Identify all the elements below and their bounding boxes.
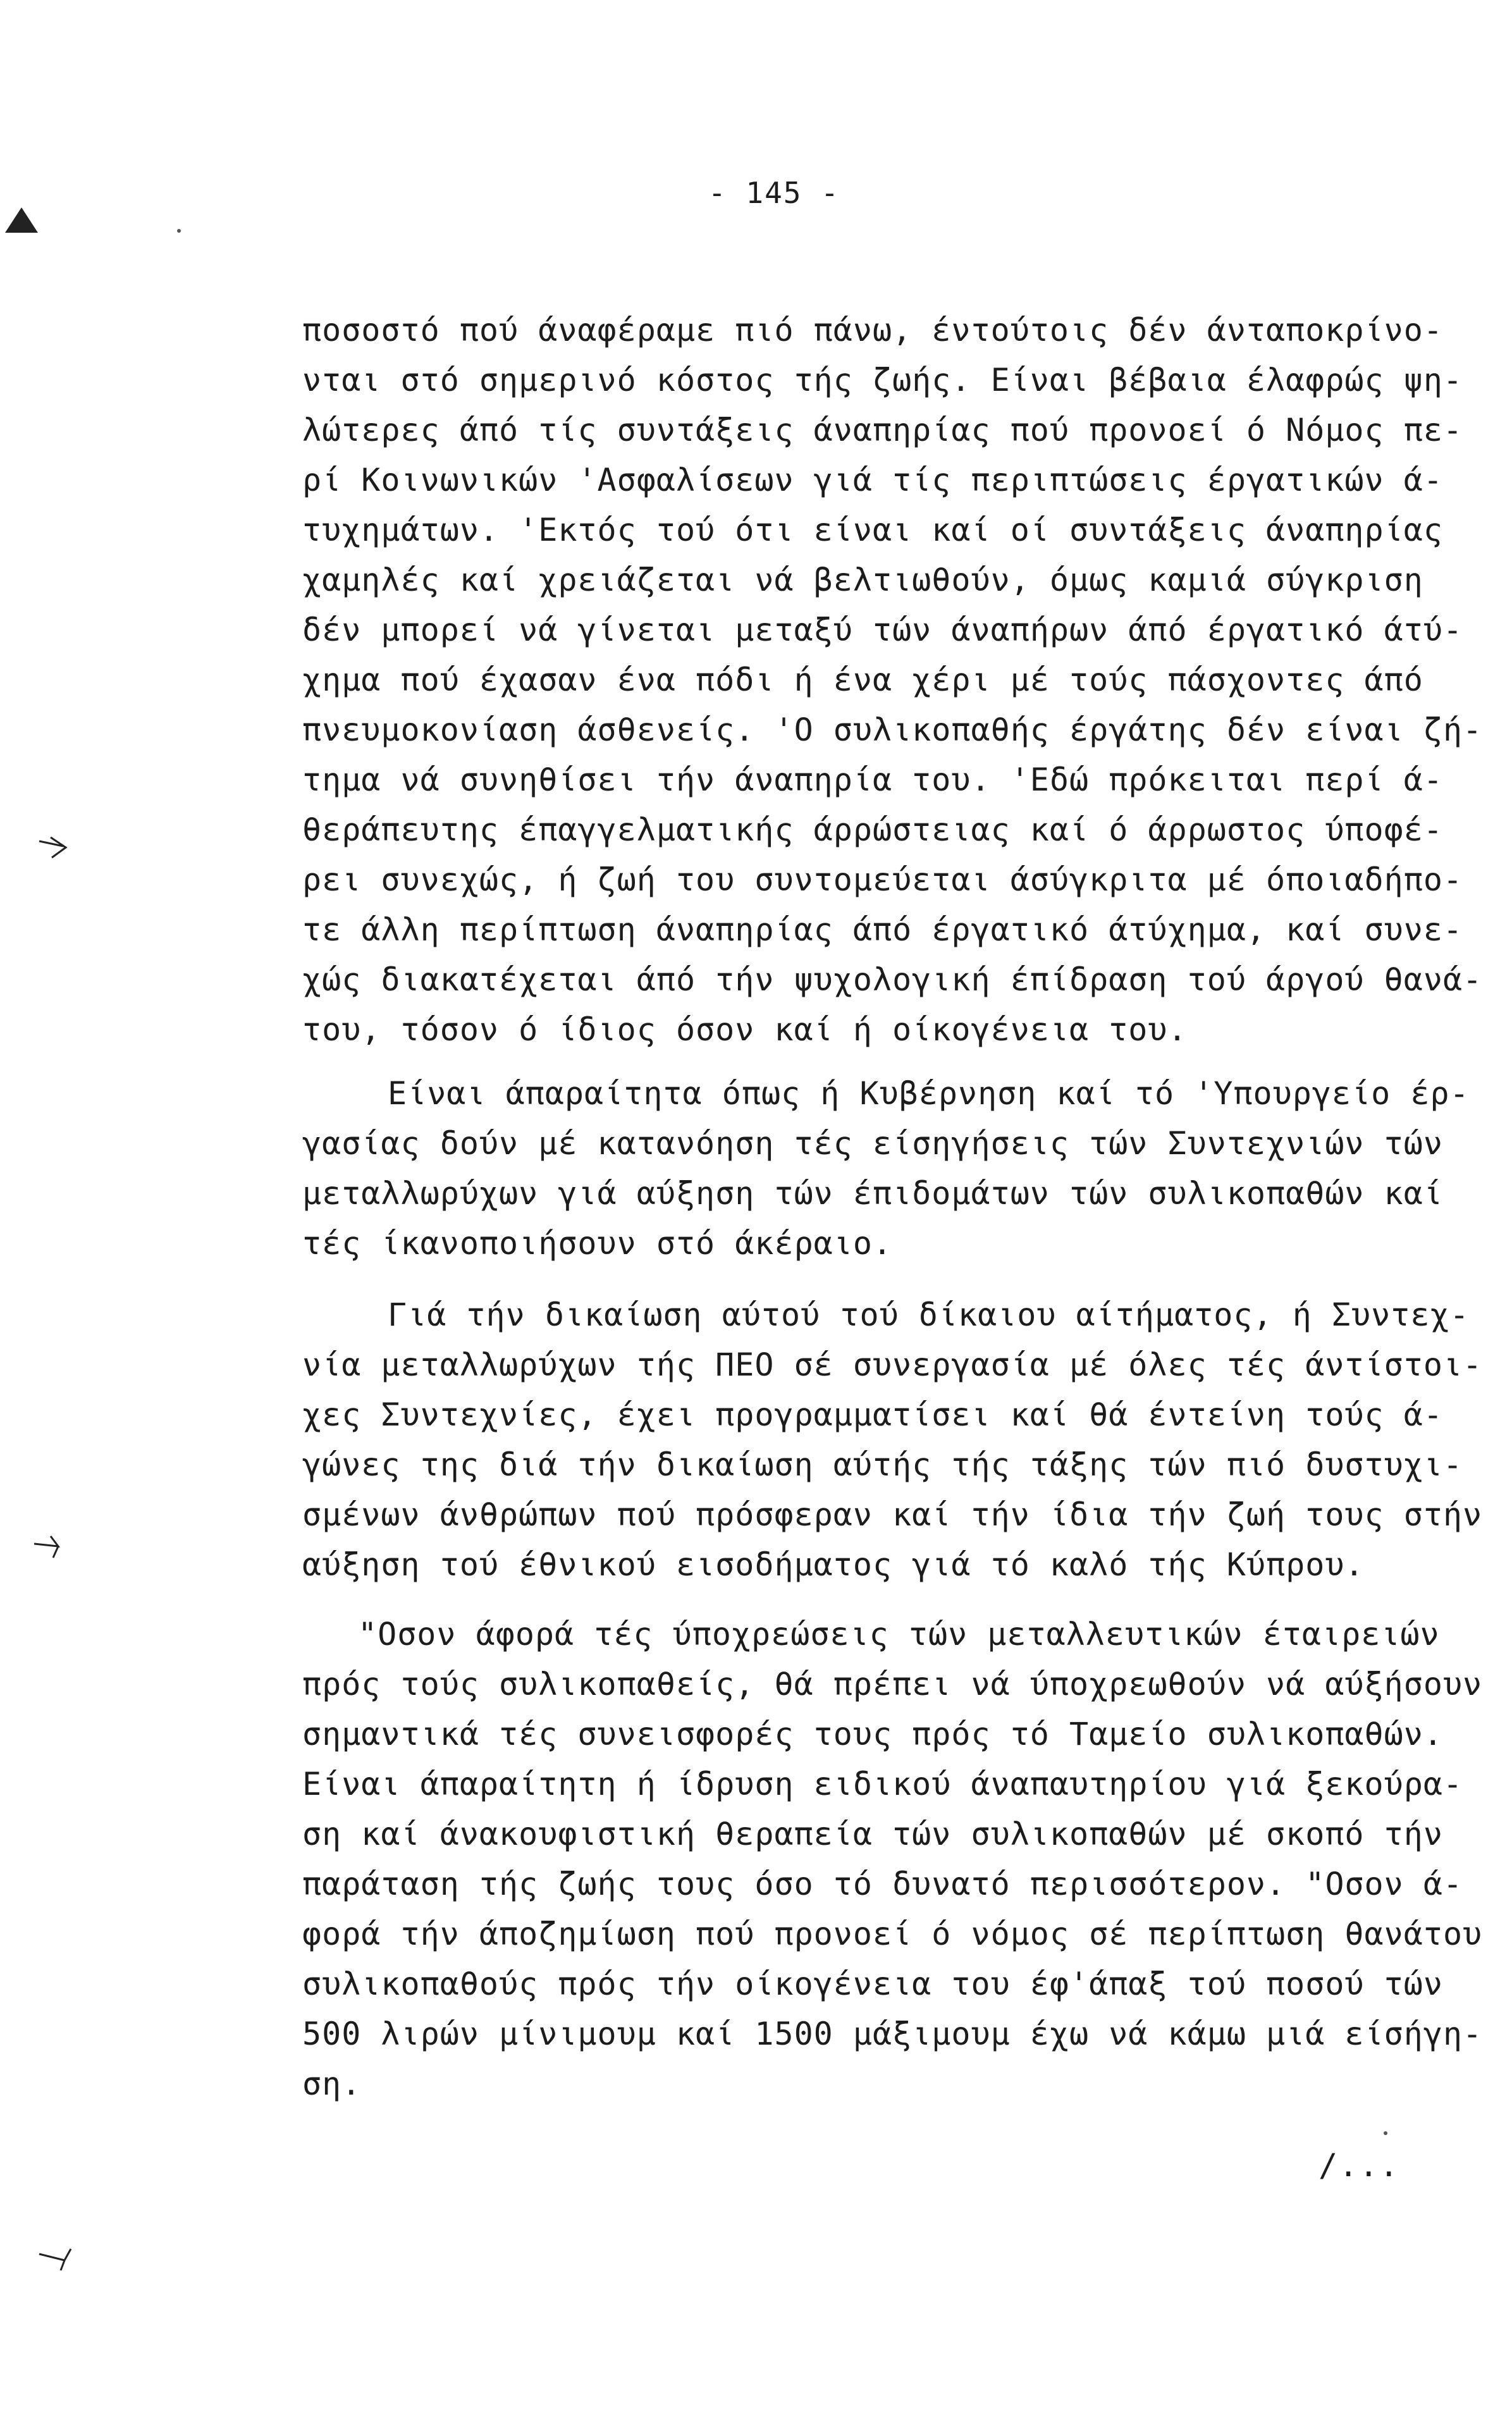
text-line: πρός τούς συλικοπαθείς, θά πρέπει νά ύποχρεωθούν νά αύξήσουν <box>302 1666 1483 1703</box>
text-line: τυχημάτων. 'Εκτός τού ότι είναι καί οί συντάξεις άναπηρίας <box>302 512 1443 548</box>
text-line: χες Συντεχνίες, έχει προγραμματίσει καί θά έντείνη τούς ά- <box>302 1396 1443 1433</box>
text-line: χαμηλές καί χρειάζεται νά βελτιωθούν, όμως καμιά σύγκριση <box>302 562 1423 598</box>
text-line: θεράπευτης έπαγγελματικής άρρώστειας καί ό άρρωστος ύποφέ- <box>302 811 1443 848</box>
margin-tick-mark <box>38 2245 76 2270</box>
text-line: Είναι άπαραίτητα όπως ή Κυβέρνηση καί τό 'Υπουργείο έρ- <box>388 1075 1470 1112</box>
paragraph-3 <box>302 1290 1485 1590</box>
continuation-marker: /... <box>1318 2147 1400 2184</box>
text-line: χώς διακατέχεται άπό τήν ψυχολογική έπίδραση τού άργού θανά- <box>302 961 1483 998</box>
text-line: "Οσον άφορά τές ύποχρεώσεις τών μεταλλευτικών έταιρειών <box>358 1616 1440 1653</box>
text-line: μεταλλωρύχων γιά αύξηση τών έπιδομάτων τών συλικοπαθών καί <box>302 1175 1443 1212</box>
text-line: δέν μπορεί νά γίνεται μεταξύ τών άναπήρων άπό έργατικό άτύ- <box>302 612 1463 648</box>
text-line: αύξηση τού έθνικού εισοδήματος γιά τό καλό τής Κύπρου. <box>302 1546 1365 1583</box>
paragraph-4 <box>302 1610 1485 2109</box>
text-line: νία μεταλλωρύχων τής ΠΕΟ σέ συνεργασία μέ όλες τές άντίστοι- <box>302 1346 1483 1383</box>
text-line: συλικοπαθούς πρός τήν οίκογένεια του έφ'άπαξ τού ποσού τών <box>302 1966 1443 2002</box>
text-line: γασίας δούν μέ κατανόηση τές είσηγήσεις τών Συντεχνιών τών <box>302 1125 1443 1162</box>
text-line: ση. <box>302 2066 362 2102</box>
text-line: παράταση τής ζωής τους όσο τό δυνατό περισσότερον. "Οσον ά- <box>302 1866 1463 1902</box>
margin-dot-mark <box>177 229 181 233</box>
text-line: φορά τήν άποζημίωση πού προνοεί ό νόμος σέ περίπτωση θανάτου <box>302 1916 1483 1952</box>
text-line: ση καί άνακουφιστική θεραπεία τών συλικοπαθών μέ σκοπό τήν <box>302 1816 1443 1852</box>
text-line: χημα πού έχασαν ένα πόδι ή ένα χέρι μέ τούς πάσχοντες άπό <box>302 662 1423 698</box>
margin-tick-mark <box>32 1534 70 1559</box>
text-line: του, τόσον ό ίδιος όσον καί ή οίκογένεια του. <box>302 1011 1188 1048</box>
page-number: - 145 - <box>708 176 840 210</box>
text-line: ρί Κοινωνικών 'Ασφαλίσεων γιά τίς περιπτώσεις έργατικών ά- <box>302 462 1443 498</box>
paragraph-2 <box>302 1069 1485 1269</box>
margin-dot-mark <box>1384 2131 1387 2135</box>
text-line: 500 λιρών μίνιμουμ καί 1500 μάξιμουμ έχω νά κάμω μιά είσήγη- <box>302 2016 1483 2052</box>
text-line: λώτερες άπό τίς συντάξεις άναπηρίας πού προνοεί ό Νόμος πε- <box>302 412 1463 448</box>
text-line: ποσοστό πού άναφέραμε πιό πάνω, έντούτοις δέν άνταποκρίνο- <box>302 312 1443 348</box>
text-line: ρει συνεχώς, ή ζωή του συντομεύεται άσύγκριτα μέ όποιαδήπο- <box>302 861 1463 898</box>
margin-tick-mark <box>38 835 76 860</box>
text-line: τές ίκανοποιήσουν στό άκέραιο. <box>302 1225 893 1262</box>
corner-triangle-mark <box>5 207 38 233</box>
text-line: τε άλλη περίπτωση άναπηρίας άπό έργατικό άτύχημα, καί συνε- <box>302 911 1463 948</box>
text-line: νται στό σημερινό κόστος τής ζωής. Είναι βέβαια έλαφρώς ψη- <box>302 362 1463 398</box>
text-line: σημαντικά τές συνεισφορές τους πρός τό Ταμείο συλικοπαθών. <box>302 1716 1443 1752</box>
text-line: Γιά τήν δικαίωση αύτού τού δίκαιου αίτήματος, ή Συντεχ- <box>388 1296 1470 1333</box>
text-line: σμένων άνθρώπων πού πρόσφεραν καί τήν ίδια τήν ζωή τους στήν <box>302 1496 1483 1533</box>
text-line: τημα νά συνηθίσει τήν άναπηρία του. 'Εδώ πρόκειται περί ά- <box>302 761 1443 798</box>
text-line: Είναι άπαραίτητη ή ίδρυση ειδικού άναπαυτηρίου γιά ξεκούρα- <box>302 1766 1463 1802</box>
paragraph-1 <box>302 305 1485 1055</box>
text-line: γώνες της διά τήν δικαίωση αύτής τής τάξης τών πιό δυστυχι- <box>302 1446 1463 1483</box>
text-line: πνευμοκονίαση άσθενείς. 'Ο συλικοπαθής έργάτης δέν είναι ζή- <box>302 711 1483 748</box>
